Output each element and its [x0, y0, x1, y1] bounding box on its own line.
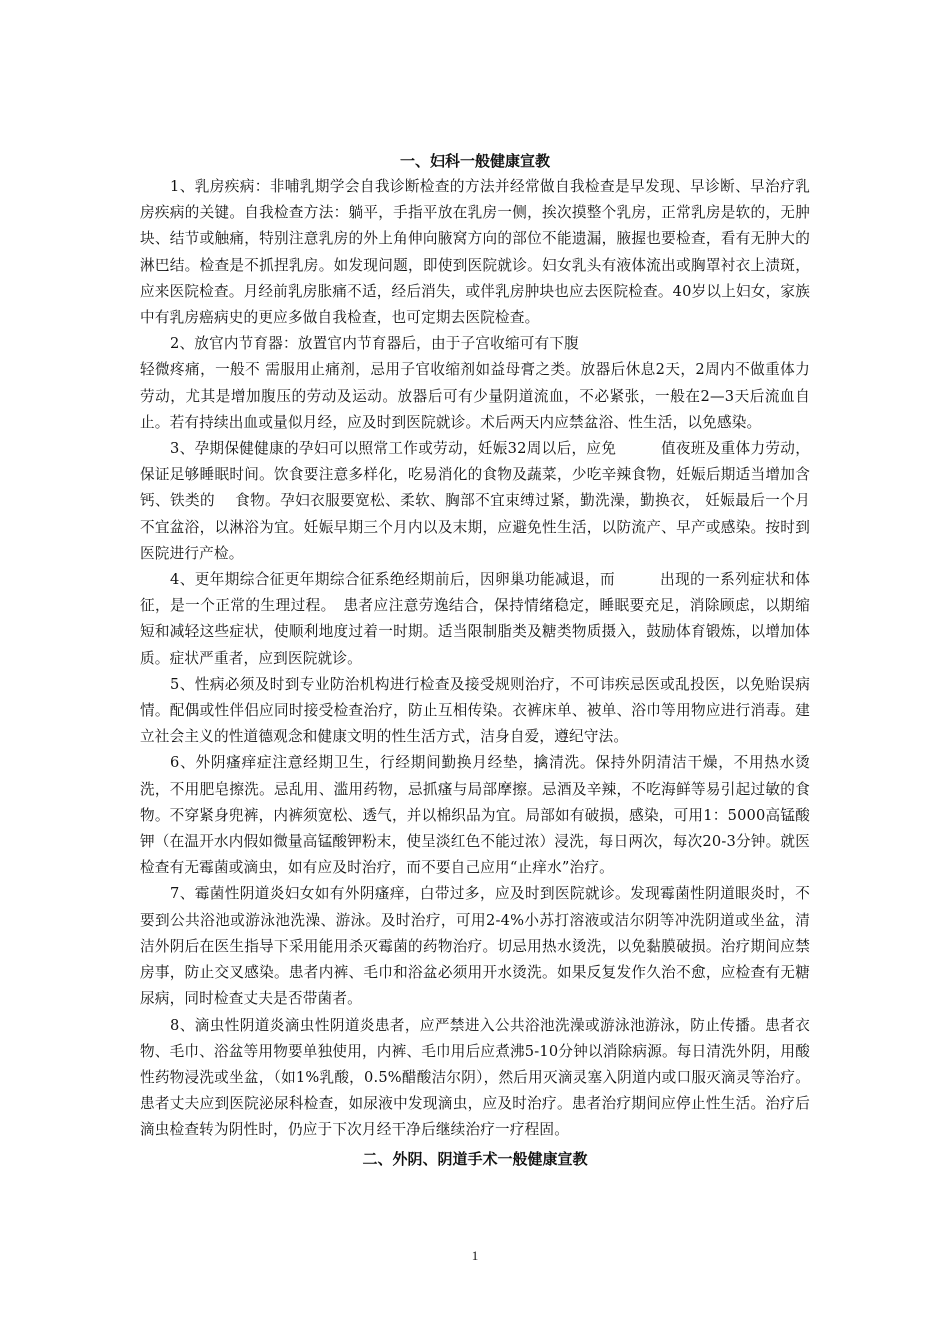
- document-body: [140, 150, 810, 1172]
- section-heading-2: 二、外阴、阴道手术一般健康宣教: [362, 1149, 588, 1168]
- paragraph-iud-intro: 2、放官内节育器：放置官内节育器后，由于子宫收缩可有下腹: [170, 335, 579, 353]
- paragraph-iud-continued: 轻微疼痛，一般不 需服用止痛剂，忌用子官收缩剂如益母膏之类。放器后休息2天，2周内不做重体力劳动，尤其是增加腹压的劳动及运动。放器后可有少量阴道流血，不必紧张，一般在2—3天后流血自止。若有持续出血或量似月经，应及时到医院就诊。术后两天内应禁盆浴、性生活，以免感染。: [140, 361, 810, 431]
- paragraph-std: 5、性病必须及时到专业防治机构进行检查及接受规则治疗，不可讳疾忌医或乱投医，以免贻误病情。配偶或性伴侣应同时接受检查治疗，防止互相传染。衣裤床单、被单、浴巾等用物应进行消毒。建立社会主义的性道德观念和健康文明的性生活方式，洁身自爱，遵纪守法。: [140, 675, 810, 746]
- paragraph-pregnancy-care: 3、孕期保健健康的孕妇可以照常工作或劳动，妊娠32周以后，应免 值夜班及重体力劳动，保证足够睡眠时间。饮食要注意多样化，吃易消化的食物及蔬菜，少吃辛辣食物，妊娠后期适当增加含钙、铁类的 食物。孕妇衣服要宽松、柔软、胸部不宜束缚过紧，勤洗澡，勤换衣， 妊娠最后一个月不宜盆浴，以淋浴为宜。妊娠早期三个月内以及末期，应避免性生活，以防流产、早产或感染。按时到医院进行产检。: [140, 440, 810, 562]
- paragraph-menopause: 4、更年期综合征更年期综合征系绝经期前后，因卵巢功能减退，而 出现的一系列症状和体征，是一个正常的生理过程。 患者应注意劳逸结合，保持情绪稳定，睡眠要充足，消除顾虑，以期缩短和减轻这些症状，使顺利地度过着一时期。适当限制脂类及糖类物质摄入，鼓励体育锻炼，以增加体质。症状严重者，应到医院就诊。: [140, 571, 810, 667]
- page-number: 1: [471, 1248, 479, 1263]
- paragraph-trichomonas-vaginitis: 8、滴虫性阴道炎滴虫性阴道炎患者，应严禁进入公共浴池洗澡或游泳池游泳，防止传播。患者衣物、毛巾、浴盆等用物要单独使用，内裤、毛巾用后应煮沸5-10分钟以消除病源。每日清洗外阴，用酸性药物浸洗或坐盆，（如1%乳酸，0.5%醋酸洁尔阴），然后用灭滴灵塞入阴道内或口服灭滴灵等治疗。患者丈夫应到医院泌尿科检查，如尿液中发现滴虫，应及时治疗。患者治疗期间应停止性生活。治疗后滴虫检查转为阴性时，仍应于下次月经干净后继续治疗一疗程固。: [140, 1016, 810, 1139]
- paragraph-fungal-vaginitis: 7、霉菌性阴道炎妇女如有外阴瘙痒，白带过多，应及时到医院就诊。发现霉菌性阴道眼炎时，不要到公共浴池或游泳池洗澡、游泳。及时治疗，可用2-4%小苏打溶液或洁尔阴等冲洗阴道或坐盆，清洁外阴后在医生指导下采用能用杀灭霉菌的药物治疗。切忌用热水烫洗，以免黏膜破损。治疗期间应禁房事，防止交叉感染。患者内裤、毛巾和浴盆必须用开水烫洗。如果反复发作久治不愈，应检查有无糖尿病，同时检查丈夫是否带菌者。: [140, 885, 810, 1008]
- section-heading-1: 一、妇科一般健康宣教: [399, 152, 550, 170]
- paragraph-vulvar-pruritus: 6、外阴瘙痒症注意经期卫生，行经期间勤换月经垫，擒清洗。保持外阴清洁干燥，不用热水烫洗，不用肥皂擦洗。忌乱用、滥用药物，忌抓瘙与局部摩擦。忌酒及辛辣，不吃海鲜等易引起过敏的食物。不穿紧身兜裤，内裤须宽松、透气，并以棉织品为宜。局部如有破损，感染，可用1：5000高锰酸钾（在温开水内假如微量高锰酸钾粉末，使呈淡红色不能过浓）浸洗，每日两次，每次20-3分钟。就医检查有无霉菌或滴虫，如有应及时治疗，而不要自己应用“止痒水”治疗。: [140, 754, 810, 877]
- paragraph-breast-disease: 1、乳房疾病：非哺乳期学会自我诊断检查的方法并经常做自我检查是早发现、早诊断、早治疗乳房疾病的关键。自我检查方法：躺平，手指平放在乳房一侧，挨次摸整个乳房，正常乳房是软的，无肿块、结节或触痛，特别注意乳房的外上角伸向腋窝方向的部位不能遗漏，腋握也要检查，看有无肿大的淋巴结。检查是不抓捏乳房。如发现问题，即使到医院就诊。妇女乳头有液体流出或胸罩衬衣上渍斑，应来医院检查。月经前乳房胀痛不适，经后消失，或伴乳房肿块也应去医院检查。40岁以上妇女，家族中有乳房癌病史的更应多做自我检查，也可定期去医院检查。: [140, 178, 810, 327]
